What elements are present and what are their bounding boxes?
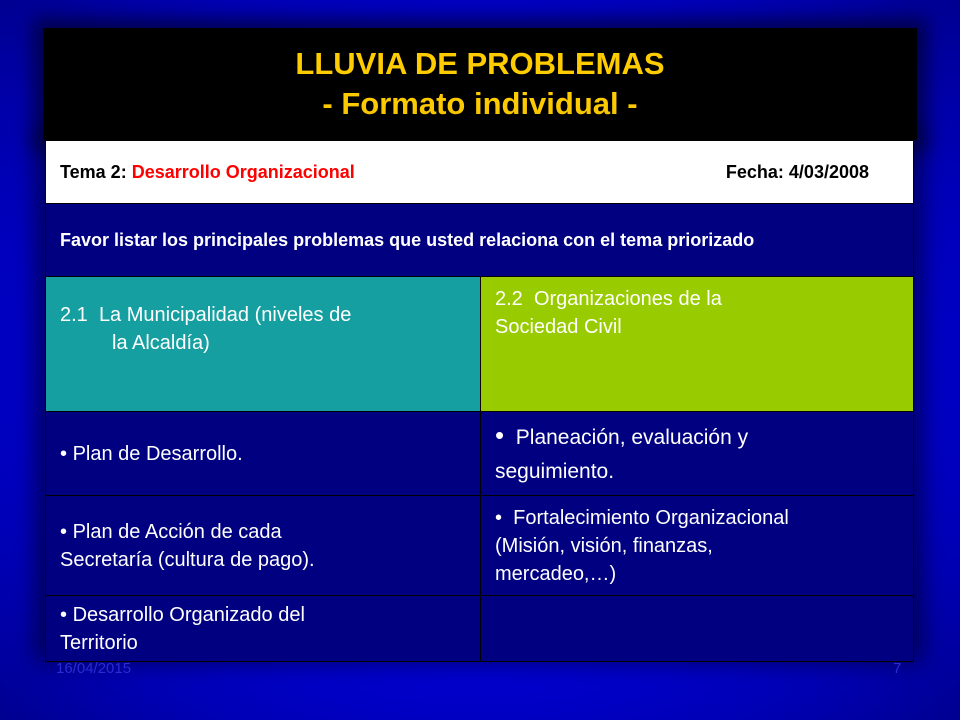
- bullet-icon: •: [60, 603, 68, 626]
- table-row: [46, 596, 914, 662]
- title-box: [43, 28, 917, 140]
- footer-page-number: 7: [893, 660, 902, 677]
- instruction-row: [46, 204, 914, 277]
- footer-date: 16/04/2015: [56, 660, 132, 677]
- list-item-text: Desarrollo Organizado del: [72, 603, 305, 626]
- header-cell: [46, 141, 914, 204]
- header-row: [46, 141, 914, 204]
- table-row: [46, 412, 914, 496]
- list-item: [46, 496, 481, 596]
- list-item-text: Plan de Desarrollo.: [72, 442, 243, 465]
- bullet-icon: •: [495, 506, 503, 529]
- list-item-text: Fortalecimiento Organizacional: [513, 506, 789, 529]
- problems-table: [45, 140, 914, 662]
- fecha-label: Fecha: 4/03/2008: [725, 161, 870, 182]
- instruction-cell: Favor listar los principales problemas que usted relaciona con el tema priorizado: [46, 204, 914, 277]
- column-label-line1: La Municipalidad (niveles de: [98, 304, 352, 326]
- list-item-text-cont: mercadeo,…): [495, 562, 617, 585]
- bullet-icon: •: [495, 420, 505, 450]
- list-item-text: Planeación, evaluación y: [515, 426, 749, 449]
- bullet-icon: •: [60, 520, 68, 543]
- column-label-line1: Organizaciones de la: [533, 288, 722, 310]
- table-row: [46, 496, 914, 596]
- column-header-municipalidad: [46, 277, 481, 412]
- column-header-row: [46, 277, 914, 412]
- list-item-text-cont: Territorio: [60, 631, 138, 654]
- column-label-line2: la Alcaldía): [112, 332, 210, 354]
- bullet-icon: •: [60, 442, 68, 465]
- slide-subtitle: - Formato individual -: [322, 86, 638, 121]
- list-item-text-cont: (Misión, visión, finanzas,: [495, 534, 713, 557]
- list-item-text: Plan de Acción de cada: [72, 520, 282, 543]
- column-number: 2.1: [60, 304, 88, 326]
- empty-cell: [481, 596, 914, 662]
- slide-title: LLUVIA DE PROBLEMAS: [295, 46, 665, 81]
- column-number: 2.2: [495, 288, 523, 310]
- list-item: [46, 412, 481, 496]
- list-item-text-cont: seguimiento.: [495, 460, 615, 483]
- list-item: [481, 496, 914, 596]
- tema-label: Tema 2:: [60, 161, 132, 182]
- list-item: [46, 596, 481, 662]
- tema-value: Desarrollo Organizacional: [131, 161, 355, 182]
- column-label-line2: Sociedad Civil: [495, 316, 622, 338]
- column-header-organizaciones: [481, 277, 914, 412]
- list-item-text-cont: Secretaría (cultura de pago).: [60, 548, 315, 571]
- list-item: [481, 412, 914, 496]
